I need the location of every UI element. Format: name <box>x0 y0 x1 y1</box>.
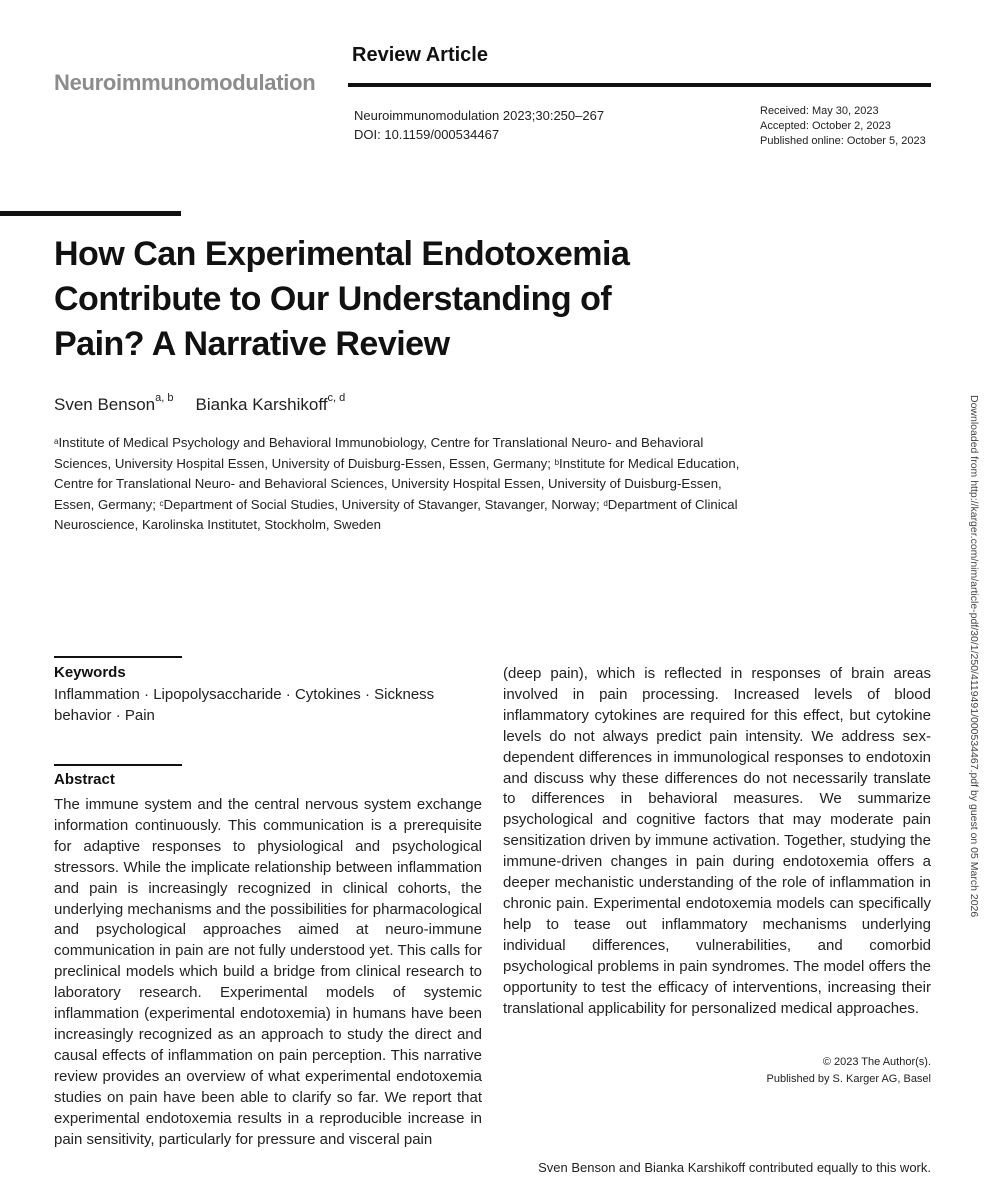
author-affiliation-marker: c, d <box>327 392 346 404</box>
affiliation-marker: d <box>603 498 608 508</box>
title-line: Pain? A Narrative Review <box>54 325 450 363</box>
article-type-label: Review Article <box>352 44 488 66</box>
copyright-notice <box>760 1054 931 1088</box>
author-name[interactable]: Sven Benson <box>54 395 156 414</box>
affiliation-text: Institute of Medical Psychology and Behavioral Immunobiology, Centre for Translational Neuro- and Behavioral Sciences, University Hospital Essen, University of Duisburg-Essen, Essen, Germany; <box>54 435 704 471</box>
affiliations <box>54 433 764 536</box>
publication-dates <box>760 104 926 149</box>
keywords-heading: Keywords <box>54 664 126 681</box>
title-rule <box>0 211 181 216</box>
author-affiliation-marker: a, b <box>155 392 174 404</box>
affiliation-marker: a <box>54 437 59 446</box>
contribution-footnote: Sven Benson and Bianka Karshikoff contributed equally to this work. <box>538 1160 931 1175</box>
affiliation-marker: c <box>159 498 164 508</box>
published-date: Published online: October 5, 2023 <box>760 135 926 147</box>
received-date: Received: May 30, 2023 <box>760 105 879 117</box>
author-name[interactable]: Bianka Karshikoff <box>195 395 328 414</box>
affiliation-text: Department of Clinical Neuroscience, Karolinska Institutet, Stockholm, Sweden <box>54 496 738 532</box>
title-line: Contribute to Our Understanding of <box>54 280 612 318</box>
publisher-line: Published by S. Karger AG, Basel <box>766 1073 931 1085</box>
affiliation-marker: b <box>554 457 560 467</box>
affiliation-text: Institute for Medical Education, Centre for Translational Neuro- and Behavioral Sciences, University Hospital Essen, University of Duisburg-Essen, Essen, Germany; <box>54 455 740 512</box>
keywords-text: Inflammation · Lipopolysaccharide · Cytokines · Sickness behavior · Pain <box>54 686 435 724</box>
doi[interactable]: DOI: 10.1159/000534467 <box>354 127 500 142</box>
journal-logo: Neuroimmunomodulation <box>54 70 316 95</box>
title-line: How Can Experimental Endotoxemia <box>54 235 630 273</box>
copyright-line: © 2023 The Author(s). <box>822 1056 931 1068</box>
abstract-text-right: (deep pain), which is reflected in responses of brain areas involved in pain processing. Increased levels of blood inflammatory cytokines are required for this effect, but cytokine levels do not always predict pain intensity. We address sex-dependent differences in immunological responses to endotoxin and discuss why these differences do not necessarily translate to differences in behavioral measures. We summarize psychological and cognitive factors that may moderate pain sensitization driven by immune activation. Together, studying the immune-driven changes in pain during endotoxemia offers a deeper mechanistic understanding of the role of inflammation in chronic pain. Experimental endotoxemia models can specifically help to tease out inflammatory mechanisms underlying individual differences, vulnerabilities, and comorbid psychological problems in pain syndromes. The model offers the opportunity to test the efficacy of interventions, increasing their translational applicability for personalized medical approaches. <box>503 665 931 1017</box>
header-rule <box>348 83 931 87</box>
journal-citation: Neuroimmunomodulation 2023;30:250–267 <box>354 108 605 123</box>
abstract-text-left: The immune system and the central nervous system exchange information continuously. This communication is a prerequisite for adaptive responses to physiological and psychological stressors. While the implicate relationship between inflammation and pain is increasingly recognized in clinical cohorts, the underlying mechanisms and the possibilities for pharmacological and psychological approaches aimed at neuro-immune communication in pain are not fully understood yet. This calls for preclinical models which build a bridge from clinical research to laboratory research. Experimental models of systemic inflammation (experimental endotoxemia) in humans have been increasingly recognized as an approach to study the direct and causal effects of inflammation on pain perception. This narrative review provides an overview of what experimental endotoxemia studies on pain have been able to clarify so far. We report that experimental endotoxemia results in a reproducible increase in pain sensitivity, particularly for pressure and visceral pain <box>54 796 482 1148</box>
affiliation-text: Department of Social Studies, University of Stavanger, Stavanger, Norway; <box>163 496 604 512</box>
keywords-rule <box>54 656 182 658</box>
download-watermark: Downloaded from http://karger.com/nim/article-pdf/30/1/250/4119491/000534467.pdf by guest on 05 March 2026 <box>968 395 980 918</box>
accepted-date: Accepted: October 2, 2023 <box>760 120 891 132</box>
article-title <box>54 232 774 367</box>
abstract-rule <box>54 764 182 766</box>
citation-block <box>354 106 604 144</box>
author-list <box>54 392 346 415</box>
abstract-heading: Abstract <box>54 771 115 788</box>
